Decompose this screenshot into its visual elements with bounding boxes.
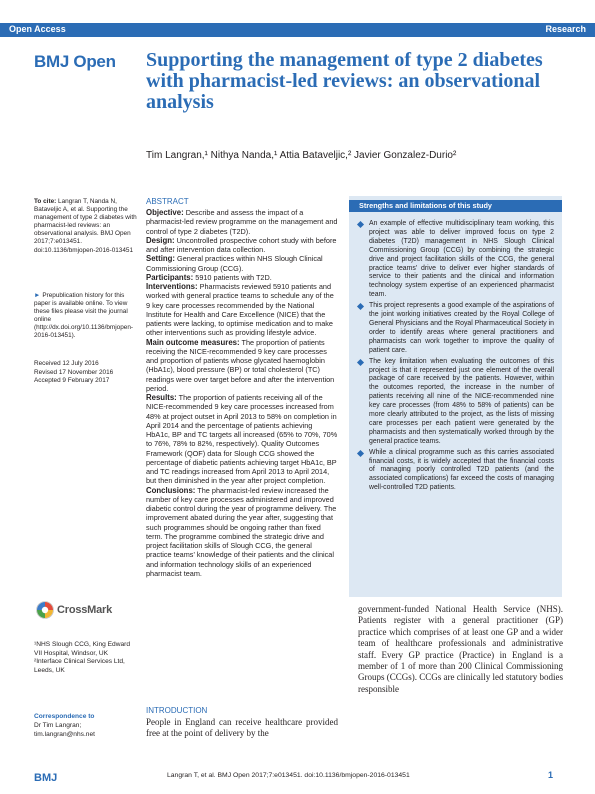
footer-citation: Langran T, et al. BMJ Open 2017;7:e013451. doi:10.1136/bmjopen-2016-013451: [167, 772, 410, 779]
introduction-heading: INTRODUCTION: [146, 706, 208, 715]
body-text-right: government-funded National Health Service (NHS). Patients register with a general practitioner (GP) practice which comprises of at least one GP and a wider team of healthcare professionals and administrative staff. Every GP practice (Practice) in England is a member of 1 of more than 200 Clinical Commissioning Groups (CCGs). CCGs are clinically led statutory bodies responsible: [358, 604, 563, 694]
list-item: The key limitation when evaluating the outcomes of this project is that it represented just one element of the overall package of care received by the patients. However, within the outcomes reported, the increase in the number of patients receiving all nine of the NICE-recommended nine key care processes (from 48% to 58% of patients) can be more clearly attributed to the project, as the lists of missing care processes per each patient were generated by the pharmacists and then systematically worked through by the general practice teams.: [357, 358, 554, 447]
crossmark-icon: [36, 601, 54, 619]
footer-logo: BMJ: [34, 772, 58, 784]
correspondence-heading: Correspondence to: [34, 713, 95, 720]
author-list: Tim Langran,¹ Nithya Nanda,¹ Attia Bataveljic,² Javier Gonzalez-Durio²: [146, 150, 457, 161]
strengths-list: [357, 220, 554, 495]
bullet-icon: [357, 303, 364, 310]
list-item: While a clinical programme such as this carries associated financial costs, it is widely accepted that the financial costs of managing poorly controlled T2D patients (and the associated complications) far exceed the costs of managing well-controlled T2D patients.: [357, 449, 554, 494]
page-number: 1: [547, 770, 553, 780]
correspondence-name: Dr Tim Langran;: [34, 722, 82, 729]
list-item: An example of effective multidisciplinary team working, this project was able to deliver improved focus on type 2 diabetes (T2D) management in NHS Slough Clinical Commissioning Group (CCG) by combining the strategic drive and project facilitation skills of the CCG, the general practice teams' drive to deliver ever higher standards of service to their patients and the clinical and information technology system expertise of an experienced pharmacist team.: [357, 220, 554, 300]
abstract-body: [146, 208, 338, 578]
cite-label: To cite:: [34, 198, 57, 205]
crossmark-badge[interactable]: [36, 601, 136, 619]
strengths-limitations-box: [349, 196, 562, 597]
abstract-outcomes: Main outcome measures: The proportion of patients receiving the NICE-recommended 9 key care processes and proportion of patients whose glycated haemoglobin (HbA1c), blood pressure (BP) or total cholesterol (TC) readings were over target before and after the intervention period.: [146, 337, 335, 393]
cite-text: Langran T, Nanda N, Bataveljic A, et al. Supporting the management of type 2 diabetes with pharmacist-led reviews: an observational analysis. BMJ Open 2017;7:e013451. doi:10.1136/bmjopen-2016-013451: [34, 198, 137, 254]
bullet-icon: [357, 450, 364, 457]
affiliations: [34, 641, 139, 675]
date-received: Received 12 July 2016: [34, 360, 99, 367]
abstract-participants: Participants: 5910 patients with T2D.: [146, 272, 272, 282]
introduction-text: People in England can receive healthcare provided free at the point of delivery by the: [146, 717, 338, 739]
article-title: Supporting the management of type 2 diabetes with pharmacist-led reviews: an observational analysis: [146, 49, 543, 113]
strengths-heading: Strengths and limitations of this study: [359, 201, 492, 210]
abstract-design: Design: Uncontrolled prospective cohort study with before and after intervention data collection.: [146, 235, 337, 254]
abstract-setting: Setting: General practices within NHS Slough Clinical Commissioning Group (CCG).: [146, 254, 323, 273]
history-dates: [34, 360, 139, 386]
prepub-text: Prepublication history for this paper is available online. To view these files please visit the journal online (http://dx.doi.org/10.1136/bmjopen-2016-013451).: [34, 292, 133, 340]
triangle-icon: ►: [34, 292, 41, 299]
abstract-interventions: Interventions: Pharmacists reviewed 5910 patients and worked with general practice teams to schedule any of the 9 key care processes recommended by the National Institute for Health and Care Excellence (NICE) that the patients were lacking, to optimise medication and to make other interventions such as providing lifestyle advice.: [146, 282, 334, 338]
correspondence-email[interactable]: tim.langran@nhs.net: [34, 730, 95, 738]
header-bar: [0, 23, 595, 37]
abstract-results: Results: The proportion of patients receiving all of the NICE-recommended 9 key care processes increased from 48% at project outset in April 2013 to 58% on completion in April 2014 and the percentage of patients achieving HbA1c, BP and TC targets all increased (65% to 70%, 70% to 76%, 78% to 82%, respectively). Quality Outcomes Framework (QOF) data for Slough CCG showed the percentage of diabetic patients achieving target HbA1c, BP and TC readings increased from April 2013 to April 2014, but then diminished in the year after project completion.: [146, 393, 338, 486]
cite-block: [34, 198, 139, 255]
affiliation-1: ¹NHS Slough CCG, King Edward VII Hospital, Windsor, UK: [34, 641, 131, 657]
strengths-heading-bar: [349, 200, 562, 212]
affiliation-2: ²Interface Clinical Services Ltd, Leeds, UK: [34, 658, 125, 674]
bullet-icon: [357, 221, 364, 228]
open-access-label: Open Access: [9, 24, 66, 34]
abstract-objective: Objective: Describe and assess the impact of a pharmacist-led review programme on the management and control of type 2 diabetes (T2D).: [146, 208, 338, 236]
section-label: Research: [545, 24, 586, 34]
bullet-icon: [357, 359, 364, 366]
date-accepted: Accepted 9 February 2017: [34, 377, 110, 385]
journal-logo: BMJ Open: [34, 52, 116, 71]
abstract-heading: ABSTRACT: [146, 197, 189, 206]
list-item: This project represents a good example of the aspirations of the joint working initiatives created by the Royal College of General Physicians and the Royal Pharmaceutical Society in order to identify areas where general practitioners and pharmacists can work together to improve the quality of patient care.: [357, 302, 554, 355]
prepub-note: [34, 292, 139, 341]
abstract-conclusions: Conclusions: The pharmacist-led review increased the number of key care processes administered and improved diabetic control during the year of programme delivery. The improvement abated during the year after, suggesting that such programmes should be ongoing rather than fixed term. The programme combined the strategic drive and project facilitation skills of Slough CCG, the general practice teams' knowledge of their patients and the clinical and information technology skills of an experienced pharmacist team.: [146, 485, 337, 578]
correspondence: [34, 722, 139, 739]
date-revised: Revised 17 November 2016: [34, 368, 114, 376]
crossmark-label: CrossMark: [57, 604, 113, 616]
